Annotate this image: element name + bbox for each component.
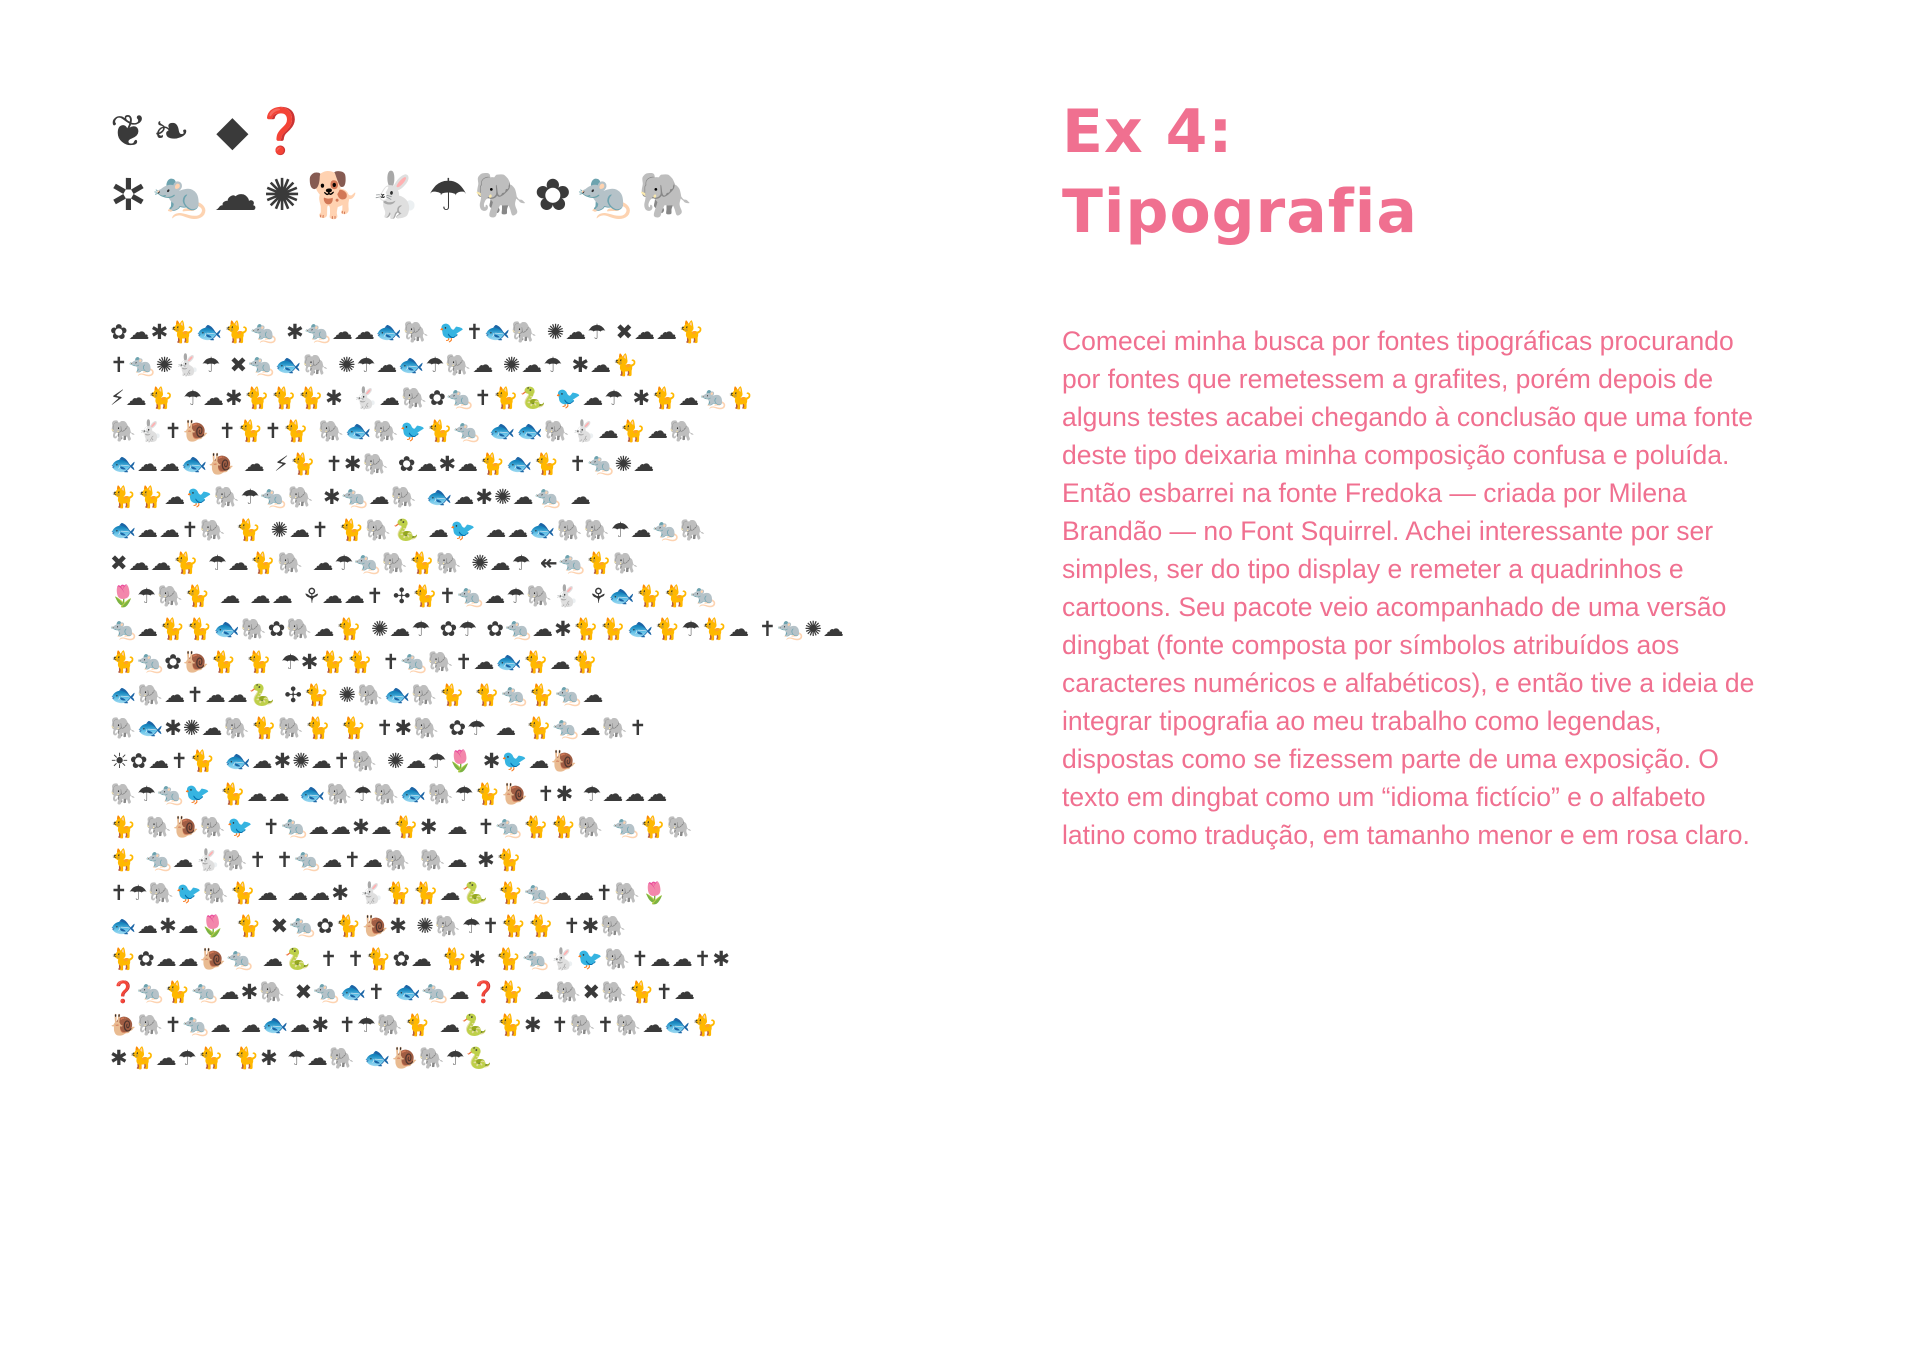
dingbat-line: ✖☁☁🐈 ☂☁🐈🐘 ☁☂🐀🐘🐈🐘 ✺☁☂ ↞🐀🐈🐘 bbox=[110, 551, 640, 575]
dingbat-line: 🐟☁✱☁🌷 🐈 ✖🐀✿🐈🐌✱ ✺🐘☂✝🐈🐈 ✝✱🐘 bbox=[110, 914, 628, 938]
dingbat-title bbox=[110, 100, 940, 228]
dingbat-line: 🐟☁☁🐟🐌 ☁ ⚡🐈 ✝✱🐘 ✿☁✱☁🐈🐟🐈 ✝🐀✺☁ bbox=[110, 452, 656, 476]
dingbat-line: 🐈 🐘🐌🐘🐦 ✝🐀☁☁✱☁🐈✱ ☁ ✝🐀🐈🐈🐘 🐀🐈🐘 bbox=[110, 815, 695, 839]
dingbat-line: ❓🐀🐈🐀☁✱🐘 ✖🐀🐟✝ 🐟🐀☁❓🐈 ☁🐘✖🐘🐈✝☁ bbox=[110, 980, 696, 1004]
paragraph-line: alguns testes acabei chegando à conclusão que uma fonte bbox=[1062, 402, 1753, 432]
title-line-1: Ex 4: bbox=[1062, 97, 1234, 167]
paragraph-line: Comecei minha busca por fontes tipográficas procurando bbox=[1062, 326, 1734, 356]
dingbat-paragraph bbox=[110, 316, 940, 1075]
dingbat-title-line: ❦❧ ⬥❓ bbox=[110, 106, 315, 157]
dingbat-line: 🐘☂🐀🐦 🐈☁☁ 🐟🐘☂🐘🐟🐘☂🐈🐌 ✝✱ ☂☁☁☁ bbox=[110, 782, 669, 806]
paragraph-line: Então esbarrei na fonte Fredoka — criada por Milena bbox=[1062, 478, 1687, 508]
dingbat-line: 🐟🐘☁✝☁☁🐍 ✣🐈 ✺🐘🐟🐘🐈 🐈🐀🐈🐀☁ bbox=[110, 683, 605, 707]
paragraph-line: caracteres numéricos e alfabéticos), e então tive a ideia de bbox=[1062, 668, 1755, 698]
dingbat-line: 🐘🐟✱✺☁🐘🐈🐘🐈 🐈 ✝✱🐘 ✿☂ ☁ 🐈🐀☁🐘✝ bbox=[110, 716, 648, 740]
paragraph-line: integrar tipografia ao meu trabalho como legendas, bbox=[1062, 706, 1662, 736]
paragraph-line: texto em dingbat como um “idioma fictício” e o alfabeto bbox=[1062, 782, 1706, 812]
dingbat-line: 🌷☂🐘🐈 ☁ ☁☁ ⚘☁☁✝ ✣🐈✝🐀☁☂🐘🐇 ⚘🐟🐈🐈🐀 bbox=[110, 584, 718, 608]
body-paragraph bbox=[1062, 322, 1842, 854]
paragraph-line: dispostas como se fizessem parte de uma exposição. O bbox=[1062, 744, 1719, 774]
paragraph-line: por fontes que remetessem a grafites, porém depois de bbox=[1062, 364, 1714, 394]
dingbat-line: ☀✿☁✝🐈 🐟☁✱✺☁✝🐘 ✺☁☂🌷 ✱🐦☁🐌 bbox=[110, 749, 578, 773]
text-column bbox=[1062, 92, 1842, 854]
paragraph-line: deste tipo deixaria minha composição confusa e poluída. bbox=[1062, 440, 1730, 470]
dingbat-line: 🐘🐇✝🐌 ✝🐈✝🐈 🐘🐟🐘🐦🐈🐀 🐟🐟🐘🐇☁🐈☁🐘 bbox=[110, 419, 697, 443]
paragraph-line: latino como tradução, em tamanho menor e em rosa claro. bbox=[1062, 820, 1750, 850]
dingbat-line: ✱🐈☁☂🐈 🐈✱ ☂☁🐘 🐟🐌🐘☂🐍 bbox=[110, 1046, 493, 1070]
paragraph-line: Brandão — no Font Squirrel. Achei interessante por ser bbox=[1062, 516, 1714, 546]
dingbat-line: ✿☁✱🐈🐟🐈🐀 ✱🐀☁☁🐟🐘 🐦✝🐟🐘 ✺☁☂ ✖☁☁🐈 bbox=[110, 320, 706, 344]
dingbat-line: 🐟☁☁✝🐘 🐈 ✺☁✝ 🐈🐘🐍 ☁🐦 ☁☁🐟🐘🐘☂☁🐀🐘 bbox=[110, 518, 707, 542]
paragraph-line: simples, ser do tipo display e remeter a quadrinhos e bbox=[1062, 554, 1684, 584]
dingbat-line: 🐈✿☁☁🐌🐀 ☁🐍 ✝ ✝🐈✿☁ 🐈✱ 🐈🐀🐇🐦🐘✝☁☁✝✱ bbox=[110, 947, 731, 971]
dingbat-column bbox=[110, 100, 940, 1075]
dingbat-line: ✝🐀✺🐇☂ ✖🐀🐟🐘 ✺☂☁🐟☂🐘☁ ✺☁☂ ✱☁🐈 bbox=[110, 353, 640, 377]
dingbat-line: 🐌🐘✝🐀☁ ☁🐟☁✱ ✝☂🐘🐈 ☁🐍 🐈✱ ✝🐘✝🐘☁🐟🐈 bbox=[110, 1013, 719, 1037]
dingbat-title-line: ✲🐀☁✺🐕🐇☂🐘✿🐀🐘 bbox=[110, 170, 699, 221]
dingbat-line: ⚡☁🐈 ☂☁✱🐈🐈🐈✱ 🐇☁🐘✿🐀✝🐈🐍 🐦☁☂ ✱🐈☁🐀🐈 bbox=[110, 386, 755, 410]
paragraph-line: cartoons. Seu pacote veio acompanhado de uma versão bbox=[1062, 592, 1727, 622]
dingbat-line: 🐈 🐀☁🐇🐘✝ ✝🐀☁✝☁🐘 🐘☁ ✱🐈 bbox=[110, 848, 523, 872]
paragraph-line: dingbat (fonte composta por símbolos atribuídos aos bbox=[1062, 630, 1680, 660]
title-line-2: Tipografia bbox=[1062, 177, 1418, 247]
dingbat-line: 🐈🐀✿🐌🐈 🐈 ☂✱🐈🐈 ✝🐀🐘✝☁🐟🐈☁🐈 bbox=[110, 650, 599, 674]
dingbat-line: 🐀☁🐈🐈🐟🐘✿🐘☁🐈 ✺☁☂ ✿☂ ✿🐀☁✱🐈🐈🐟🐈☂🐈☁ ✝🐀✺☁ bbox=[110, 617, 845, 641]
dingbat-line: 🐈🐈☁🐦🐘☂🐀🐘 ✱🐀☁🐘 🐟☁✱✺☁🐀 ☁ bbox=[110, 485, 593, 509]
page-title bbox=[1062, 92, 1842, 252]
dingbat-line: ✝☂🐘🐦🐘🐈☁ ☁☁✱ 🐇🐈🐈☁🐍 🐈🐀☁☁✝🐘🌷 bbox=[110, 881, 669, 905]
